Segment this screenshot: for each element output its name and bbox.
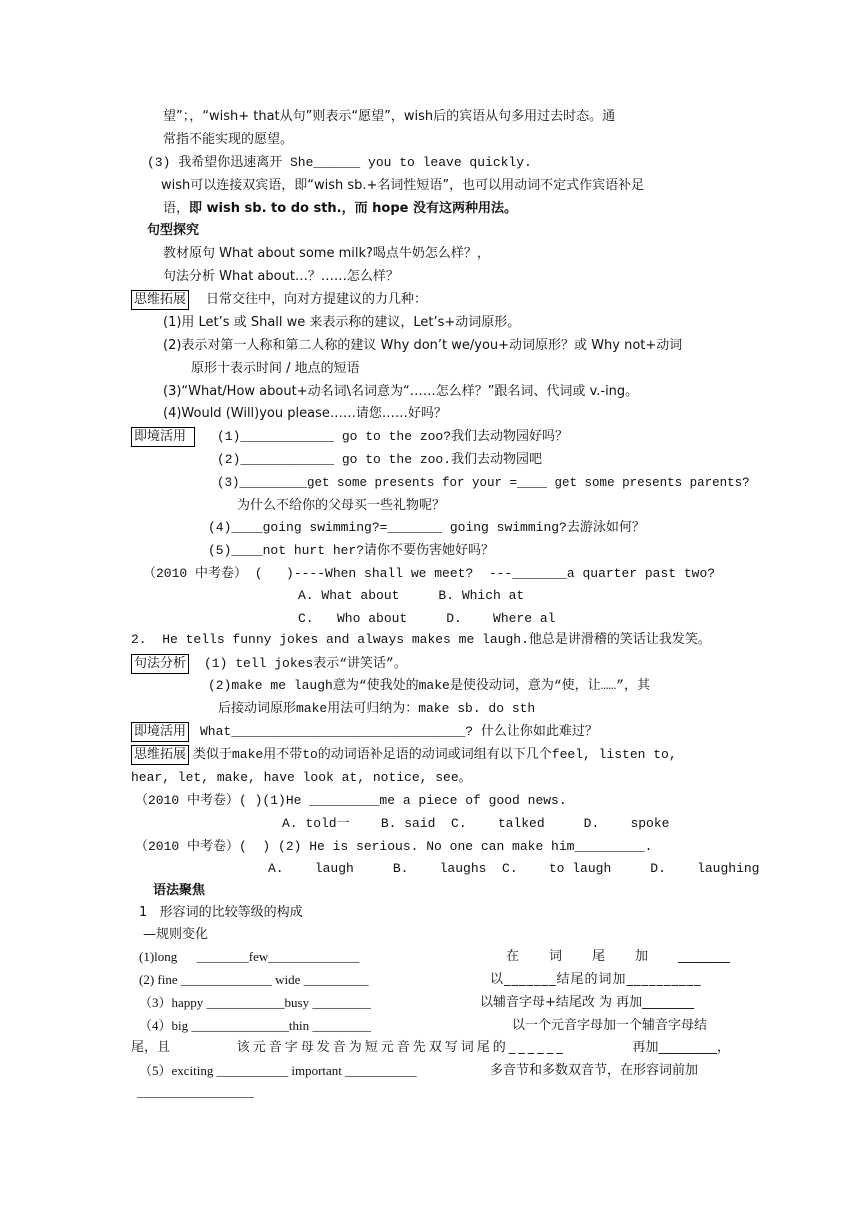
text-line: (1) tell jokes表示“讲笑话”。 [204, 656, 407, 671]
text-line: (1)用 Let’s 或 Shall we 来表示称的建议，Let’s+动词原形。 [163, 315, 521, 330]
text-span-bold: 即 wish sb. to do sth.，而 hope 没有这两种用法。 [189, 201, 517, 216]
text-line: (3)“What/How about+动名词\名词意为“……怎么样？”跟名词、代词或 v.-ing。 [163, 384, 639, 399]
text-line: C. Who about D. Where al [298, 611, 556, 626]
text-line: （2010 中考卷）( ) (2) He is serious. No one can make him_________. [135, 839, 653, 854]
text-line: hear, let, make, have look at, notice, see。 [131, 770, 472, 785]
boxed-label: 即境活用 [131, 427, 195, 447]
text-line: 原形十表示时间 / 地点的短语 [191, 361, 360, 376]
text-span: ________ [678, 949, 730, 964]
text-line: (5)____not hurt her?请你不要伤害她好吗？ [208, 543, 495, 558]
text-span: 词 [549, 949, 563, 964]
text-line: (1)____________ go to the zoo?我们去动物园好吗？ [217, 429, 569, 444]
text-line-justified [506, 948, 730, 966]
text-line: 类似于make用不带to的动词语补足语的动词或词组有以下几个feel, listen to, [193, 747, 677, 762]
text-line: (2)表示对第一人称和第二人称的建议 Why don’t we/you+动词原形？或 Why not+动词 [163, 338, 683, 353]
section-heading: 句型探究 [147, 223, 200, 238]
text-line: wish可以连接双宾语，即“wish sb.+名词性短语”，也可以用动词不定式作宾语补足 [161, 178, 645, 193]
text-line: 日常交往中，向对方提建议的力几种： [206, 292, 428, 307]
text-line: —规则变化 [143, 927, 209, 942]
text-line: (2)____________ go to the zoo.我们去动物园吧 [217, 452, 543, 467]
section-heading: 语法聚焦 [153, 883, 206, 898]
text-line: 以辅音字母+结尾改 为 再加________ [480, 995, 695, 1010]
text-line: （3）happy ____________busy _________ [139, 995, 371, 1010]
text-line: (2) fine ______________ wide __________ [139, 972, 369, 987]
text-line: （4）big _______________thin _________ [139, 1018, 371, 1033]
boxed-label: 即境活用 [131, 722, 189, 742]
text-line: 2. He tells funny jokes and always makes me laugh.他总是讲滑稽的笑话让我发笑。 [131, 632, 711, 647]
boxed-label: 句法分析 [131, 654, 189, 674]
text-line: （2010 中考卷） ( )----When shall we meet? ---_______a quarter past two? [143, 566, 716, 581]
boxed-label: 思维拓展 [131, 745, 189, 765]
text-line: (3)_________get some presents for your =____ get some presents parents? [217, 476, 750, 490]
text-line-justified [131, 1039, 730, 1057]
text-span: 尾，且 [131, 1040, 171, 1055]
text-line: 常指不能实现的愿望。 [163, 132, 294, 147]
text-line: 以_______结尾的词加__________ [490, 972, 702, 987]
boxed-label: 思维拓展 [131, 290, 189, 310]
text-span: 再加_________， [632, 1040, 730, 1055]
text-line: What______________________________? 什么让你如此难过？ [200, 724, 598, 739]
text-line: 望”；，“wish+ that从句”则表示“愿望”，wish后的宾语从句多用过去时态。通 [163, 109, 616, 124]
text-line: A. told一 B. said C. talked D. spoke [282, 816, 670, 831]
text-line: (3) 我希望你迅速离开 She______ you to leave quickly. [147, 155, 532, 170]
text-line: 1 形容词的比较等级的构成 [139, 905, 303, 920]
text-line: （5）exciting ___________ important ___________ [139, 1063, 417, 1078]
text-line: _______________ [137, 1085, 255, 1100]
text-line: (1)long ________few______________ [139, 949, 360, 964]
text-line: 后接动词原形make用法可归纳为：make sb. do sth [218, 701, 536, 716]
text-line: 为什么不给你的父母买一些礼物呢？ [237, 498, 446, 513]
text-span: 尾 [592, 949, 606, 964]
text-span: 在 [506, 949, 520, 964]
text-span: 该元音字母发音为短元音先双写词尾的______ [236, 1040, 566, 1055]
text-span: 加 [635, 949, 649, 964]
text-line: A. What about B. Which at [298, 588, 525, 603]
text-line: （2010 中考卷）( )(1)He _________me a piece of good news. [135, 793, 567, 808]
text-span: 语， [163, 201, 190, 216]
text-line: 以一个元音字母加一个辅音字母结 [512, 1018, 708, 1033]
text-line: 句法分析 What about…？……怎么样？ [163, 269, 399, 284]
text-line: 多音节和多数双音节，在形容词前加 [490, 1063, 699, 1078]
text-line [163, 200, 517, 218]
text-line: (4)____going swimming?=_______ going swimming?去游泳如何？ [208, 520, 645, 535]
text-line: (4)Would (Will)you please……请您……好吗？ [163, 406, 447, 421]
text-line: 教材原句 What about some milk?喝点牛奶怎么样？， [163, 246, 490, 261]
text-line: (2)make me laugh意为“使我处的make是使役动词，意为“使，让……”，其 [208, 678, 651, 693]
text-line: A. laugh B. laughs C. to laugh D. laughing [268, 861, 760, 876]
